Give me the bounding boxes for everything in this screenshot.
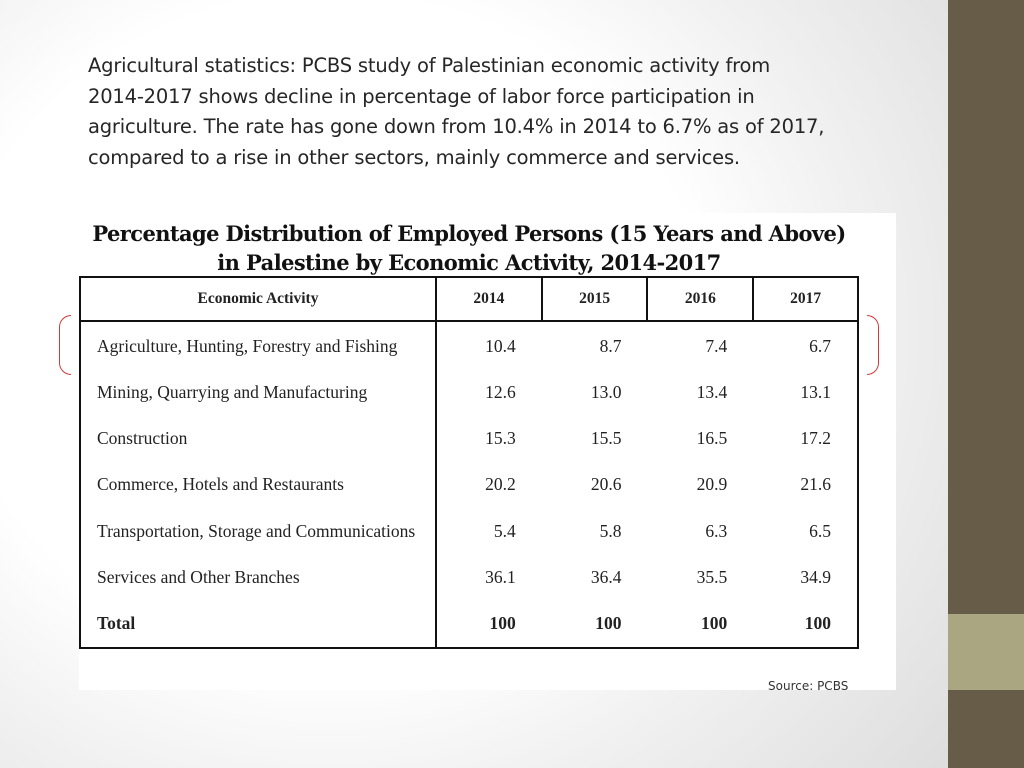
header-year-2015: 2015: [542, 277, 648, 321]
economic-activity-table: [79, 276, 859, 649]
value-cell: 15.3: [485, 428, 516, 449]
value-cell: 6.7: [809, 335, 831, 356]
activity-cell: Total: [80, 600, 436, 648]
value-cell: 15.5: [590, 428, 622, 449]
value-cell: 20.2: [485, 474, 516, 495]
value-cell: 20.9: [696, 474, 728, 495]
value-cell: 36.1: [485, 566, 516, 587]
value-cell: 8.7: [599, 335, 622, 356]
value-cell: 36.4: [590, 566, 622, 587]
value-cell: 100: [595, 613, 622, 634]
table-title-line-2: in Palestine by Economic Activity, 2014-2017: [217, 250, 721, 275]
highlight-bracket-right: [867, 315, 879, 375]
header-year-2017: 2017: [753, 277, 858, 321]
table-header-row: [80, 277, 858, 321]
table-row-commerce: [80, 461, 858, 507]
activity-cell: Construction: [80, 415, 436, 461]
value-cell: 20.6: [590, 474, 622, 495]
table-row-agriculture: [80, 321, 858, 369]
value-cell: 17.2: [800, 428, 831, 449]
activity-cell: Transportation, Storage and Communications: [80, 508, 436, 554]
value-cell: 13.1: [800, 382, 831, 403]
header-year-2016: 2016: [647, 277, 753, 321]
activity-cell: Commerce, Hotels and Restaurants: [80, 461, 436, 507]
value-cell: 13.4: [696, 382, 728, 403]
table-row-services: [80, 554, 858, 600]
highlight-bracket-left: [59, 315, 71, 375]
value-cell: 5.4: [493, 520, 516, 541]
table-row-total: [80, 600, 858, 648]
intro-paragraph: Agricultural statistics: PCBS study of Palestinian economic activity from 2014-2017 shows decline in percentage of labor force participation in agriculture. The rate has gone down from 10.4% in 2014 to 6.7% as of 2017, compared to a rise in other sectors, mainly commerce and services.: [88, 54, 825, 169]
value-cell: 100: [804, 613, 831, 634]
activity-cell: Agriculture, Hunting, Forestry and Fishing: [80, 321, 436, 369]
value-cell: 21.6: [800, 474, 831, 495]
value-cell: 10.4: [485, 335, 516, 356]
table-row-mining: [80, 369, 858, 415]
activity-cell: Mining, Quarrying and Manufacturing: [80, 369, 436, 415]
value-cell: 100: [700, 613, 728, 634]
table-row-transportation: [80, 508, 858, 554]
value-cell: 13.0: [590, 382, 622, 403]
value-cell: 100: [489, 613, 516, 634]
value-cell: 5.8: [599, 520, 622, 541]
value-cell: 35.5: [696, 566, 728, 587]
value-cell: 34.9: [800, 566, 831, 587]
slide-side-accent: [948, 614, 1024, 690]
header-economic-activity: Economic Activity: [80, 277, 436, 321]
source-caption: Source: PCBS: [768, 679, 849, 693]
value-cell: 6.5: [809, 520, 831, 541]
table-title-line-1: Percentage Distribution of Employed Persons (15 Years and Above): [92, 221, 846, 246]
table-title: [79, 219, 859, 277]
value-cell: 12.6: [485, 382, 516, 403]
table-row-construction: [80, 415, 858, 461]
table-image-panel: [79, 213, 896, 690]
header-year-2014: 2014: [436, 277, 542, 321]
activity-cell: Services and Other Branches: [80, 554, 436, 600]
value-cell: 7.4: [705, 335, 728, 356]
value-cell: 6.3: [705, 520, 728, 541]
value-cell: 16.5: [696, 428, 728, 449]
